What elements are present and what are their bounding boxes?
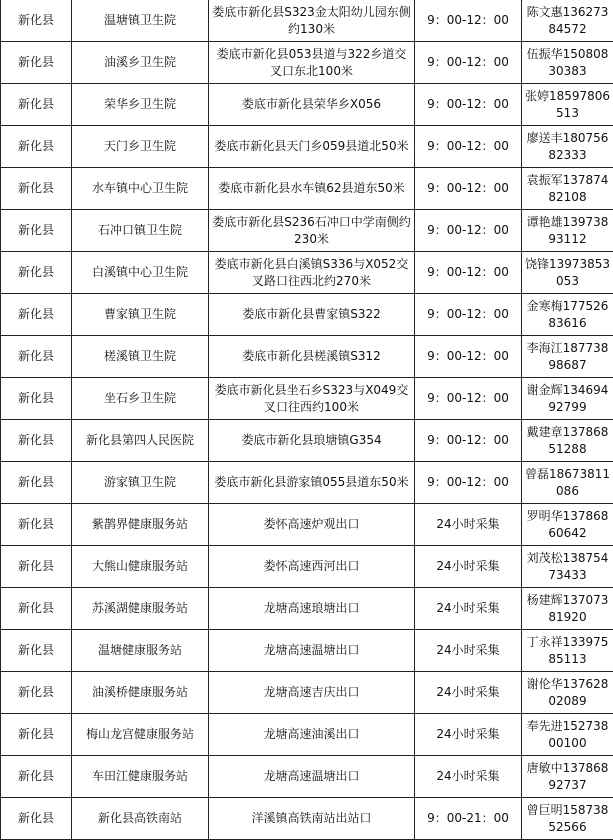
site-name-cell: 温塘镇卫生院 <box>72 0 209 42</box>
site-name-cell: 紫鹊界健康服务站 <box>72 504 209 546</box>
site-name-cell: 车田江健康服务站 <box>72 756 209 798</box>
contact-cell: 奉先进15273800100 <box>522 714 613 756</box>
site-name-cell: 曹家镇卫生院 <box>72 294 209 336</box>
contact-cell: 饶锋13973853053 <box>522 252 613 294</box>
county-cell: 新化县 <box>1 378 72 420</box>
site-name-cell: 油溪乡卫生院 <box>72 42 209 84</box>
table-row <box>1 168 613 210</box>
table-row <box>1 210 613 252</box>
table-row <box>1 420 613 462</box>
hours-cell: 9：00-12：00 <box>415 420 522 462</box>
county-cell: 新化县 <box>1 84 72 126</box>
site-name-cell: 水车镇中心卫生院 <box>72 168 209 210</box>
county-cell: 新化县 <box>1 168 72 210</box>
site-name-cell: 荣华乡卫生院 <box>72 84 209 126</box>
table-row <box>1 672 613 714</box>
county-cell: 新化县 <box>1 420 72 462</box>
hours-cell: 9：00-12：00 <box>415 252 522 294</box>
address-cell: 娄怀高速炉观出口 <box>209 504 415 546</box>
address-cell: 娄怀高速西河出口 <box>209 546 415 588</box>
hours-cell: 9：00-12：00 <box>415 462 522 504</box>
hours-cell: 24小时采集 <box>415 714 522 756</box>
contact-cell: 金寒梅17752683616 <box>522 294 613 336</box>
contact-cell: 陈文惠13627384572 <box>522 0 613 42</box>
address-cell: 娄底市新化县S323金太阳幼儿园东侧约130米 <box>209 0 415 42</box>
county-cell: 新化县 <box>1 756 72 798</box>
contact-cell: 袁振军13787482108 <box>522 168 613 210</box>
hours-cell: 24小时采集 <box>415 504 522 546</box>
contact-cell: 廖送丰18075682333 <box>522 126 613 168</box>
contact-cell: 罗明华13786860642 <box>522 504 613 546</box>
county-cell: 新化县 <box>1 294 72 336</box>
hours-cell: 24小时采集 <box>415 588 522 630</box>
address-cell: 娄底市新化县053县道与322乡道交叉口东北100米 <box>209 42 415 84</box>
contact-cell: 丁永祥13397585113 <box>522 630 613 672</box>
site-name-cell: 梅山龙宫健康服务站 <box>72 714 209 756</box>
site-name-cell: 槎溪镇卫生院 <box>72 336 209 378</box>
county-cell: 新化县 <box>1 672 72 714</box>
hours-cell: 24小时采集 <box>415 756 522 798</box>
table-row <box>1 756 613 798</box>
site-name-cell: 游家镇卫生院 <box>72 462 209 504</box>
hours-cell: 24小时采集 <box>415 546 522 588</box>
address-cell: 龙塘高速温塘出口 <box>209 756 415 798</box>
table-row <box>1 462 613 504</box>
county-cell: 新化县 <box>1 126 72 168</box>
address-cell: 娄底市新化县白溪镇S336与X052交叉路口往西北约270米 <box>209 252 415 294</box>
address-cell: 娄底市新化县荣华乡X056 <box>209 84 415 126</box>
site-name-cell: 白溪镇中心卫生院 <box>72 252 209 294</box>
county-cell: 新化县 <box>1 504 72 546</box>
site-name-cell: 温塘健康服务站 <box>72 630 209 672</box>
table-row <box>1 546 613 588</box>
contact-cell: 谢金辉13469492799 <box>522 378 613 420</box>
hours-cell: 9：00-12：00 <box>415 378 522 420</box>
contact-cell: 伍振华15080830383 <box>522 42 613 84</box>
county-cell: 新化县 <box>1 336 72 378</box>
address-cell: 娄底市新化县游家镇055县道东50米 <box>209 462 415 504</box>
address-cell: 娄底市新化县槎溪镇S312 <box>209 336 415 378</box>
county-cell: 新化县 <box>1 462 72 504</box>
county-cell: 新化县 <box>1 630 72 672</box>
hours-cell: 9：00-12：00 <box>415 84 522 126</box>
county-cell: 新化县 <box>1 0 72 42</box>
table-row <box>1 42 613 84</box>
table-row <box>1 378 613 420</box>
hours-cell: 24小时采集 <box>415 630 522 672</box>
county-cell: 新化县 <box>1 588 72 630</box>
table-row <box>1 588 613 630</box>
address-cell: 娄底市新化县坐石乡S323与X049交叉口往西约100米 <box>209 378 415 420</box>
table-row <box>1 630 613 672</box>
county-cell: 新化县 <box>1 798 72 840</box>
hours-cell: 9：00-12：00 <box>415 294 522 336</box>
county-cell: 新化县 <box>1 42 72 84</box>
address-cell: 龙塘高速油溪出口 <box>209 714 415 756</box>
table-row <box>1 294 613 336</box>
site-name-cell: 坐石乡卫生院 <box>72 378 209 420</box>
county-cell: 新化县 <box>1 714 72 756</box>
table-row <box>1 504 613 546</box>
contact-cell: 戴建章13786851288 <box>522 420 613 462</box>
table-row <box>1 798 613 840</box>
address-cell: 龙塘高速温塘出口 <box>209 630 415 672</box>
contact-cell: 张婷18597806513 <box>522 84 613 126</box>
address-cell: 娄底市新化县天门乡059县道北50米 <box>209 126 415 168</box>
table-row <box>1 714 613 756</box>
table-row <box>1 126 613 168</box>
table-row <box>1 84 613 126</box>
county-cell: 新化县 <box>1 210 72 252</box>
site-name-cell: 新化县第四人民医院 <box>72 420 209 462</box>
site-name-cell: 油溪桥健康服务站 <box>72 672 209 714</box>
hours-cell: 9：00-12：00 <box>415 336 522 378</box>
site-name-cell: 石冲口镇卫生院 <box>72 210 209 252</box>
table-row <box>1 0 613 42</box>
contact-cell: 唐敏中13786892737 <box>522 756 613 798</box>
address-cell: 娄底市新化县曹家镇S322 <box>209 294 415 336</box>
site-name-cell: 新化县高铁南站 <box>72 798 209 840</box>
contact-cell: 刘茂松13875473433 <box>522 546 613 588</box>
contact-cell: 李海江18773898687 <box>522 336 613 378</box>
address-cell: 龙塘高速吉庆出口 <box>209 672 415 714</box>
contact-cell: 曾磊18673811086 <box>522 462 613 504</box>
hours-cell: 24小时采集 <box>415 672 522 714</box>
address-cell: 龙塘高速琅塘出口 <box>209 588 415 630</box>
contact-cell: 谢伦华13762802089 <box>522 672 613 714</box>
hours-cell: 9：00-21：00 <box>415 798 522 840</box>
site-name-cell: 天门乡卫生院 <box>72 126 209 168</box>
hours-cell: 9：00-12：00 <box>415 0 522 42</box>
address-cell: 娄底市新化县琅塘镇G354 <box>209 420 415 462</box>
hours-cell: 9：00-12：00 <box>415 42 522 84</box>
contact-cell: 曾巨明15873852566 <box>522 798 613 840</box>
address-cell: 娄底市新化县S236石冲口中学南侧约230米 <box>209 210 415 252</box>
county-cell: 新化县 <box>1 252 72 294</box>
hours-cell: 9：00-12：00 <box>415 168 522 210</box>
county-cell: 新化县 <box>1 546 72 588</box>
contact-cell: 谭艳雄13973893112 <box>522 210 613 252</box>
table-row <box>1 252 613 294</box>
table-body <box>1 0 613 840</box>
address-cell: 洋溪镇高铁南站出站口 <box>209 798 415 840</box>
site-name-cell: 大熊山健康服务站 <box>72 546 209 588</box>
hours-cell: 9：00-12：00 <box>415 126 522 168</box>
contact-cell: 杨建辉13707381920 <box>522 588 613 630</box>
hours-cell: 9：00-12：00 <box>415 210 522 252</box>
address-cell: 娄底市新化县水车镇62县道东50米 <box>209 168 415 210</box>
site-name-cell: 苏溪湖健康服务站 <box>72 588 209 630</box>
table-row <box>1 336 613 378</box>
